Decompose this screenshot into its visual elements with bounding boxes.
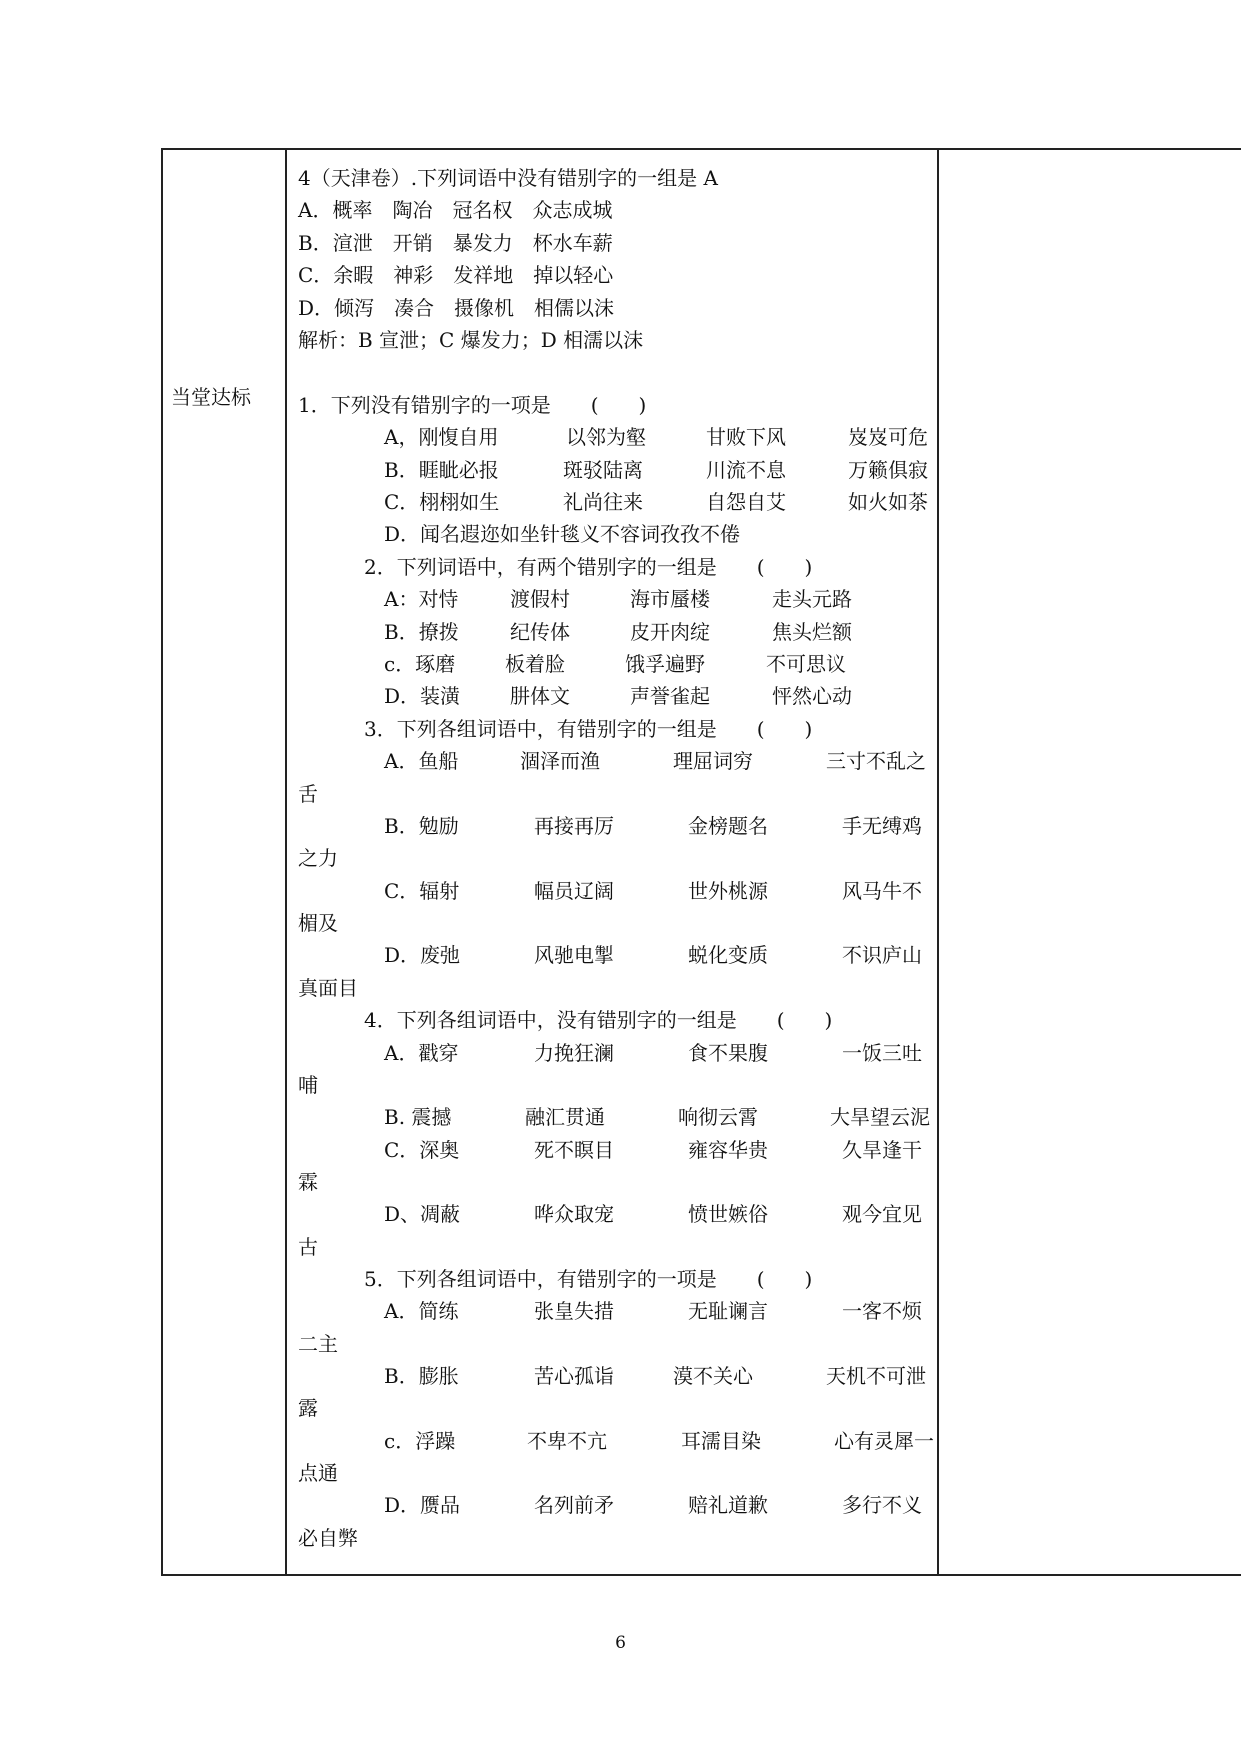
- text-option: 愤世嫉俗: [688, 1202, 768, 1226]
- page-number: 6: [615, 1633, 626, 1653]
- text-line: 解析：B 宣泄；C 爆发力；D 相濡以沫: [298, 328, 644, 352]
- table-border-bottom: [161, 1574, 1241, 1576]
- text-line: B．勉励: [384, 814, 459, 838]
- text-option: 饿孚遍野: [625, 652, 705, 676]
- text-option: 万籁俱寂: [848, 458, 928, 482]
- text-option: 心有灵犀一: [834, 1429, 934, 1453]
- text-option: 张皇失措: [534, 1299, 614, 1323]
- text-line: 霖: [298, 1170, 318, 1194]
- text-line: D．倾泻 凑合 摄像机 相儒以沫: [298, 296, 615, 320]
- text-option: 不可思议: [766, 652, 846, 676]
- text-line: c．琢磨: [384, 652, 456, 676]
- text-option: 融汇贯通: [525, 1105, 605, 1129]
- text-line: 真面目: [298, 976, 358, 1000]
- text-option: 手无缚鸡: [842, 814, 922, 838]
- text-line: 二主: [298, 1332, 338, 1356]
- text-line: A．鱼船: [384, 749, 459, 773]
- text-line: D、凋蔽: [384, 1202, 461, 1226]
- text-option: 礼尚往来: [563, 490, 643, 514]
- text-line: 2．下列词语中，有两个错别字的一组是 ( ): [364, 555, 813, 579]
- text-option: 涸泽而渔: [520, 749, 600, 773]
- text-option: 天机不可泄: [826, 1364, 926, 1388]
- text-option: 大旱望云泥: [830, 1105, 930, 1129]
- text-option: 海市蜃楼: [630, 587, 710, 611]
- text-option: 川流不息: [706, 458, 786, 482]
- text-option: 再接再厉: [534, 814, 614, 838]
- text-option: 斑驳陆离: [563, 458, 643, 482]
- text-line: 3．下列各组词语中，有错别字的一组是 ( ): [364, 717, 813, 741]
- text-line: 必自弊: [298, 1526, 358, 1550]
- text-line: D．装潢: [384, 684, 461, 708]
- text-option: 如火如茶: [848, 490, 928, 514]
- text-line: B．膨胀: [384, 1364, 459, 1388]
- text-line: 露: [298, 1396, 318, 1420]
- text-line: C．辐射: [384, 879, 460, 903]
- text-option: 幅员辽阔: [534, 879, 614, 903]
- text-line: 1．下列没有错别字的一项是 ( ): [298, 393, 647, 417]
- text-option: 皮开肉绽: [630, 620, 710, 644]
- text-line: B．睚眦必报: [384, 458, 499, 482]
- text-option: 漠不关心: [673, 1364, 753, 1388]
- text-option: 响彻云霄: [678, 1105, 758, 1129]
- text-line: B．撩拨: [384, 620, 459, 644]
- text-option: 金榜题名: [688, 814, 768, 838]
- text-line: B. 震撼: [384, 1105, 452, 1129]
- text-option: 板着脸: [505, 652, 565, 676]
- section-label: 当堂达标: [171, 385, 251, 409]
- text-option: 无耻谰言: [688, 1299, 768, 1323]
- text-option: 世外桃源: [688, 879, 768, 903]
- text-line: D．闻名遐迩如坐针毯义不容词孜孜不倦: [384, 522, 741, 546]
- text-line: A，刚愎自用: [384, 425, 499, 449]
- text-line: 4（天津卷）.下列词语中没有错别字的一组是 A: [298, 166, 718, 190]
- text-line: 之力: [298, 846, 338, 870]
- text-option: 走头元路: [772, 587, 852, 611]
- text-option: 蜕化变质: [688, 943, 768, 967]
- text-option: 名列前矛: [534, 1493, 614, 1517]
- text-option: 焦头烂额: [772, 620, 852, 644]
- text-option: 不识庐山: [842, 943, 922, 967]
- text-line: C．余暇 神彩 发祥地 掉以轻心: [298, 263, 614, 287]
- text-option: 多行不义: [842, 1493, 922, 1517]
- text-option: 三寸不乱之: [826, 749, 926, 773]
- text-option: 苦心孤诣: [534, 1364, 614, 1388]
- text-line: B．渲泄 开销 暴发力 杯水车薪: [298, 231, 613, 255]
- text-option: 以邻为壑: [566, 425, 646, 449]
- text-option: 食不果腹: [688, 1041, 768, 1065]
- text-line: 点通: [298, 1461, 338, 1485]
- table-divider-1: [285, 148, 287, 1575]
- text-line: 4．下列各组词语中，没有错别字的一组是 ( ): [364, 1008, 833, 1032]
- text-line: A．概率 陶冶 冠名权 众志成城: [298, 198, 613, 222]
- text-line: c．浮躁: [384, 1429, 456, 1453]
- text-line: D．废弛: [384, 943, 461, 967]
- text-line: A．简练: [384, 1299, 459, 1323]
- text-option: 不卑不亢: [527, 1429, 607, 1453]
- text-option: 怦然心动: [772, 684, 852, 708]
- text-option: 风马牛不: [842, 879, 922, 903]
- text-option: 甘败下风: [706, 425, 786, 449]
- text-line: A：对恃: [384, 587, 459, 611]
- text-option: 一客不烦: [842, 1299, 922, 1323]
- text-option: 渡假村: [510, 587, 570, 611]
- text-option: 声誉雀起: [630, 684, 710, 708]
- text-option: 岌岌可危: [848, 425, 928, 449]
- table-border-left: [161, 148, 163, 1575]
- text-option: 一饭三吐: [842, 1041, 922, 1065]
- text-option: 哗众取宠: [534, 1202, 614, 1226]
- table-border-top: [161, 148, 1241, 150]
- text-line: 哺: [298, 1073, 318, 1097]
- text-option: 纪传体: [510, 620, 570, 644]
- text-line: 5．下列各组词语中，有错别字的一项是 ( ): [364, 1267, 813, 1291]
- text-option: 理屈词穷: [673, 749, 753, 773]
- text-line: A．戳穿: [384, 1041, 459, 1065]
- text-option: 雍容华贵: [688, 1138, 768, 1162]
- text-line: 古: [298, 1235, 318, 1259]
- text-option: 赔礼道歉: [688, 1493, 768, 1517]
- text-option: 耳濡目染: [681, 1429, 761, 1453]
- text-option: 自怨自艾: [706, 490, 786, 514]
- table-divider-2: [937, 148, 939, 1575]
- text-option: 久旱逢干: [842, 1138, 922, 1162]
- text-line: 楣及: [298, 911, 338, 935]
- text-option: 风驰电掣: [534, 943, 614, 967]
- text-line: C．深奥: [384, 1138, 460, 1162]
- text-option: 肼体文: [510, 684, 570, 708]
- text-option: 死不瞑目: [534, 1138, 614, 1162]
- text-option: 观今宜见: [842, 1202, 922, 1226]
- text-line: C．栩栩如生: [384, 490, 500, 514]
- text-option: 力挽狂澜: [534, 1041, 614, 1065]
- text-line: D．赝品: [384, 1493, 461, 1517]
- text-line: 舌: [298, 782, 318, 806]
